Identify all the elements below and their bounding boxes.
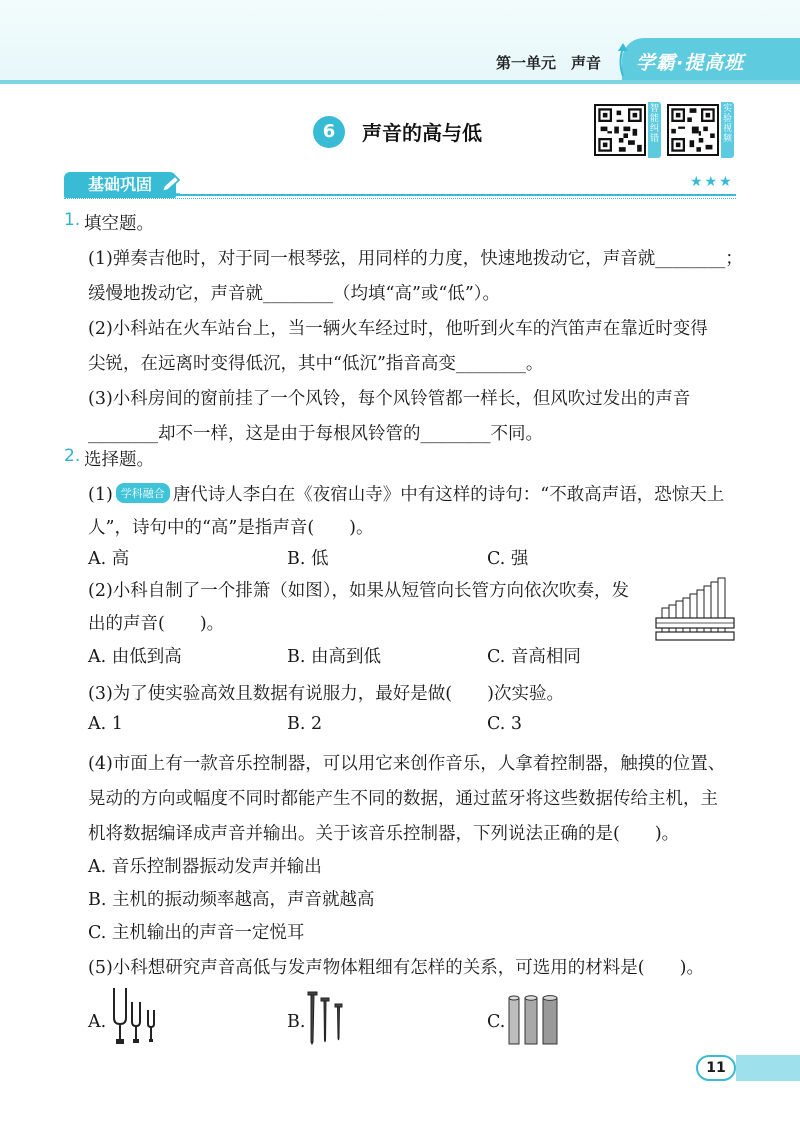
option: C. 音高相同 — [487, 647, 581, 667]
pencil-icon — [158, 174, 182, 196]
option: A. 由低到高 — [88, 647, 182, 667]
question-text: ________却不一样，这是由于每根风铃管的________不同。 — [88, 424, 543, 444]
section-divider-dotted — [64, 198, 736, 199]
option: C. — [487, 1012, 506, 1032]
tuning-forks-figure — [108, 984, 164, 1048]
question-text: (4)市面上有一款音乐控制器，可以用它来创作音乐，人拿着控制器，触摸的位置、 — [88, 754, 726, 774]
question-text: (3)小科房间的窗前挂了一个风铃，每个风铃管都一样长，但风吹过发出的声音 — [88, 389, 691, 409]
question-text: 机将数据编译成声音并输出。关于该音乐控制器，下列说法正确的是( )。 — [88, 824, 680, 844]
option: A. 1 — [88, 714, 123, 734]
header-divider — [0, 80, 800, 84]
question-text: 出的声音( )。 — [88, 614, 225, 634]
rods-figure — [505, 992, 559, 1048]
page-number: 11 — [696, 1055, 736, 1081]
option: B. 主机的振动频率越高，声音就越高 — [88, 890, 375, 910]
question-text: 缓慢地拨动它，声音就________（均填“高”或“低”）。 — [88, 284, 501, 304]
option: C. 3 — [487, 714, 523, 734]
footer-bar — [736, 1055, 800, 1081]
question-text: 晃动的方向或幅度不同时都能产生不同的数据，通过蓝牙将这些数据传给主机，主 — [88, 789, 718, 809]
panpipe-figure — [652, 574, 736, 644]
question-text: (2)小科自制了一个排箫（如图），如果从短管向长管方向依次吹奏，发 — [88, 581, 630, 601]
qr-label: 实验视频 — [721, 102, 734, 158]
option: C. 强 — [487, 549, 529, 569]
lesson-number-badge: 6 — [313, 116, 345, 148]
sub-question-text: 唐代诗人李白在《夜宿山寺》中有这样的诗句：“不敢高声语，恐惊天上 — [172, 485, 725, 505]
option: A. — [88, 1012, 107, 1032]
header-brand: 学霸·提高班 — [636, 52, 745, 74]
question-text — [88, 481, 724, 506]
header-unit-label: 第一单元 声音 — [496, 54, 602, 72]
section-title: 基础巩固 — [64, 172, 176, 198]
question-text: 尖锐，在远离时变得低沉，其中“低沉”指音高变________。 — [88, 354, 544, 374]
lesson-title: 声音的高与低 — [362, 121, 482, 145]
question-number: 2. — [64, 446, 81, 466]
option: B. — [287, 1012, 306, 1032]
question-number: 1. — [64, 210, 81, 230]
question-text: (2)小科站在火车站台上，当一辆火车经过时，他听到火车的汽笛声在靠近时变得 — [88, 319, 708, 339]
qr-label: 智能纠错 — [648, 102, 661, 158]
sub-question-prefix: (1) — [88, 485, 113, 505]
question-title: 选择题。 — [84, 450, 154, 470]
question-text: (5)小科想研究声音高低与发声物体粗细有怎样的关系，可选用的材料是( )。 — [88, 958, 704, 978]
option: B. 低 — [287, 549, 329, 569]
option: B. 2 — [287, 714, 323, 734]
question-text: 人”，诗句中的“高”是指声音( )。 — [88, 518, 374, 538]
option: A. 音乐控制器振动发声并输出 — [88, 857, 322, 877]
option: B. 由高到低 — [287, 647, 381, 667]
option: A. 高 — [88, 549, 130, 569]
question-text: (1)弹奏吉他时，对于同一根琴弦，用同样的力度，快速地拨动它，声音就________； — [88, 249, 743, 269]
option: C. 主机输出的声音一定悦耳 — [88, 923, 305, 943]
qr-code-icon[interactable] — [594, 104, 646, 156]
qr-code-icon[interactable] — [667, 104, 719, 156]
header-arrow-icon — [616, 42, 630, 76]
nails-figure — [305, 990, 351, 1046]
question-text: (3)为了使实验高效且数据有说服力，最好是做( )次实验。 — [88, 684, 564, 704]
subject-tag: 学科融合 — [116, 483, 170, 503]
difficulty-stars: ★★★ — [690, 174, 734, 190]
question-title: 填空题。 — [84, 214, 154, 234]
